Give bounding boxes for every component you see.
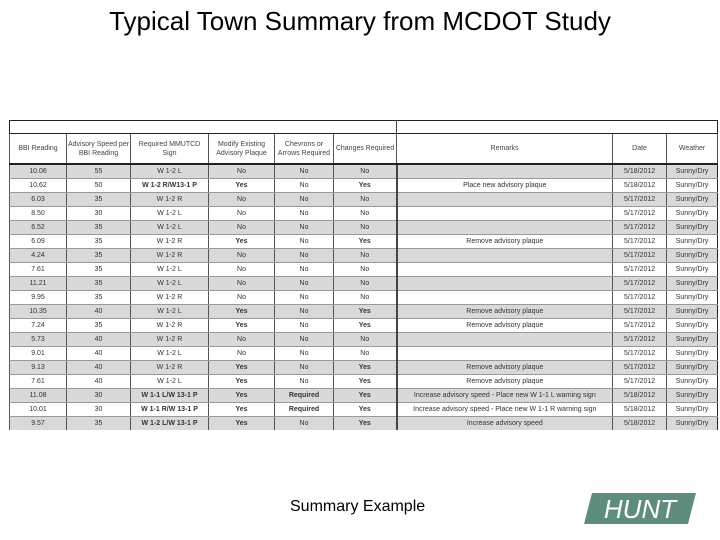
cell-bbi: 10.06 <box>10 164 67 179</box>
cell-chevrons: No <box>275 164 334 179</box>
cell-weather: Sunny/Dry <box>667 403 718 417</box>
cell-changes: No <box>334 193 397 207</box>
table-row <box>10 347 718 361</box>
cell-modify: No <box>209 249 275 263</box>
cell-remarks <box>397 347 613 361</box>
cell-speed: 40 <box>67 333 131 347</box>
cell-weather: Sunny/Dry <box>667 333 718 347</box>
cell-date: 5/17/2012 <box>613 375 667 389</box>
cell-modify: Yes <box>209 305 275 319</box>
cell-date: 5/17/2012 <box>613 263 667 277</box>
cell-weather: Sunny/Dry <box>667 164 718 179</box>
cell-remarks <box>397 291 613 305</box>
cell-changes: No <box>334 207 397 221</box>
cell-chevrons: No <box>275 347 334 361</box>
cell-chevrons: No <box>275 375 334 389</box>
cell-remarks: Remove advisory plaque <box>397 361 613 375</box>
cell-changes: No <box>334 291 397 305</box>
table-row <box>10 403 718 417</box>
cell-speed: 35 <box>67 193 131 207</box>
cell-speed: 40 <box>67 305 131 319</box>
cell-speed: 35 <box>67 291 131 305</box>
cell-speed: 35 <box>67 417 131 431</box>
cell-sign: W 1-1 L/W 13-1 P <box>131 389 209 403</box>
cell-modify: No <box>209 164 275 179</box>
cell-sign: W 1-2 L <box>131 263 209 277</box>
cell-date: 5/17/2012 <box>613 193 667 207</box>
cell-changes: Yes <box>334 361 397 375</box>
cell-modify: Yes <box>209 235 275 249</box>
cell-bbi: 9.01 <box>10 347 67 361</box>
cell-speed: 35 <box>67 235 131 249</box>
cell-modify: Yes <box>209 417 275 431</box>
slide-title: Typical Town Summary from MCDOT Study <box>109 6 611 36</box>
cell-bbi: 11.08 <box>10 389 67 403</box>
cell-chevrons: Required <box>275 403 334 417</box>
cell-chevrons: No <box>275 221 334 235</box>
cell-remarks: Increase advisory speed - Place new W 1-1 R warning sign <box>397 403 613 417</box>
cell-date: 5/18/2012 <box>613 179 667 193</box>
logo-text: HUNT <box>603 494 677 524</box>
cell-weather: Sunny/Dry <box>667 207 718 221</box>
cell-remarks <box>397 207 613 221</box>
cell-weather: Sunny/Dry <box>667 417 718 431</box>
table-header-row <box>10 134 718 165</box>
table-row <box>10 417 718 431</box>
col-header-speed: Advisory Speed per BBI Reading <box>67 134 131 165</box>
cell-weather: Sunny/Dry <box>667 319 718 333</box>
cell-modify: No <box>209 207 275 221</box>
cell-speed: 35 <box>67 319 131 333</box>
cell-date: 5/17/2012 <box>613 361 667 375</box>
table-row <box>10 249 718 263</box>
cell-sign: W 1-1 R/W 13-1 P <box>131 403 209 417</box>
cell-bbi: 8.50 <box>10 207 67 221</box>
cell-sign: W 1-2 L <box>131 375 209 389</box>
cell-date: 5/17/2012 <box>613 333 667 347</box>
cell-sign: W 1-2 R <box>131 291 209 305</box>
cell-changes: Yes <box>334 319 397 333</box>
cell-speed: 30 <box>67 403 131 417</box>
cell-bbi: 6.09 <box>10 235 67 249</box>
cell-sign: W 1-2 R <box>131 319 209 333</box>
cell-chevrons: No <box>275 193 334 207</box>
cell-changes: No <box>334 333 397 347</box>
table-row <box>10 193 718 207</box>
col-header-bbi: BBI Reading <box>10 134 67 165</box>
cell-changes: Yes <box>334 417 397 431</box>
hunt-logo <box>584 493 696 524</box>
cell-date: 5/18/2012 <box>613 389 667 403</box>
cell-sign: W 1-2 L/W 13-1 P <box>131 417 209 431</box>
cell-speed: 50 <box>67 179 131 193</box>
cell-speed: 40 <box>67 361 131 375</box>
cell-modify: No <box>209 333 275 347</box>
cell-bbi: 7.24 <box>10 319 67 333</box>
cell-modify: Yes <box>209 361 275 375</box>
cell-changes: No <box>334 277 397 291</box>
cell-remarks <box>397 263 613 277</box>
cell-date: 5/17/2012 <box>613 235 667 249</box>
cell-weather: Sunny/Dry <box>667 277 718 291</box>
slide-caption: Summary Example <box>290 498 426 515</box>
cell-modify: No <box>209 347 275 361</box>
cell-speed: 35 <box>67 221 131 235</box>
cell-bbi: 10.62 <box>10 179 67 193</box>
cell-remarks: Remove advisory plaque <box>397 375 613 389</box>
cell-changes: No <box>334 249 397 263</box>
table-row <box>10 235 718 249</box>
table-row <box>10 305 718 319</box>
cell-chevrons: No <box>275 277 334 291</box>
cell-chevrons: No <box>275 291 334 305</box>
col-header-sign: Required MMUTCD Sign <box>131 134 209 165</box>
cell-sign: W 1-2 R <box>131 333 209 347</box>
cell-changes: No <box>334 263 397 277</box>
cell-remarks: Remove advisory plaque <box>397 235 613 249</box>
cell-chevrons: No <box>275 361 334 375</box>
cell-modify: No <box>209 263 275 277</box>
cell-sign: W 1-2 R <box>131 249 209 263</box>
table-row <box>10 333 718 347</box>
cell-changes: Yes <box>334 235 397 249</box>
cell-speed: 55 <box>67 164 131 179</box>
cell-chevrons: No <box>275 305 334 319</box>
cell-modify: No <box>209 277 275 291</box>
cell-speed: 35 <box>67 277 131 291</box>
cell-speed: 40 <box>67 347 131 361</box>
cell-date: 5/18/2012 <box>613 403 667 417</box>
cell-chevrons: No <box>275 179 334 193</box>
cell-remarks <box>397 193 613 207</box>
cell-date: 5/17/2012 <box>613 305 667 319</box>
cell-remarks: Remove advisory plaque <box>397 305 613 319</box>
cell-weather: Sunny/Dry <box>667 305 718 319</box>
cell-date: 5/18/2012 <box>613 164 667 179</box>
cell-date: 5/17/2012 <box>613 221 667 235</box>
cell-bbi: 7.61 <box>10 375 67 389</box>
cell-changes: No <box>334 221 397 235</box>
cell-weather: Sunny/Dry <box>667 361 718 375</box>
cell-chevrons: No <box>275 263 334 277</box>
table-row <box>10 389 718 403</box>
cell-sign: W 1-2 L <box>131 221 209 235</box>
cell-remarks <box>397 164 613 179</box>
cell-sign: W 1-2 R <box>131 193 209 207</box>
cell-changes: Yes <box>334 305 397 319</box>
table-row <box>10 319 718 333</box>
table-top-band <box>10 121 718 134</box>
cell-weather: Sunny/Dry <box>667 221 718 235</box>
cell-bbi: 11.21 <box>10 277 67 291</box>
cell-remarks <box>397 277 613 291</box>
cell-sign: W 1-2 R <box>131 361 209 375</box>
table-row <box>10 277 718 291</box>
cell-changes: Yes <box>334 179 397 193</box>
cell-weather: Sunny/Dry <box>667 263 718 277</box>
cell-sign: W 1-2 L <box>131 207 209 221</box>
col-header-changes: Changes Required <box>334 134 397 165</box>
table-row <box>10 375 718 389</box>
col-header-weather: Weather <box>667 134 718 165</box>
summary-table-container <box>9 120 717 430</box>
summary-table <box>9 120 718 430</box>
cell-date: 5/17/2012 <box>613 207 667 221</box>
cell-remarks: Place new advisory plaque <box>397 179 613 193</box>
cell-sign: W 1-2 L <box>131 277 209 291</box>
cell-weather: Sunny/Dry <box>667 347 718 361</box>
cell-modify: No <box>209 291 275 305</box>
table-row <box>10 164 718 179</box>
cell-weather: Sunny/Dry <box>667 179 718 193</box>
cell-modify: Yes <box>209 319 275 333</box>
col-header-date: Date <box>613 134 667 165</box>
cell-changes: Yes <box>334 375 397 389</box>
cell-weather: Sunny/Dry <box>667 249 718 263</box>
cell-changes: No <box>334 164 397 179</box>
cell-modify: No <box>209 221 275 235</box>
cell-remarks: Increase advisory speed - Place new W 1-1 L warning sign <box>397 389 613 403</box>
cell-modify: Yes <box>209 375 275 389</box>
cell-date: 5/17/2012 <box>613 347 667 361</box>
cell-date: 5/17/2012 <box>613 319 667 333</box>
cell-bbi: 5.73 <box>10 333 67 347</box>
cell-weather: Sunny/Dry <box>667 235 718 249</box>
cell-chevrons: No <box>275 249 334 263</box>
cell-remarks: Increase advisory speed <box>397 417 613 431</box>
cell-bbi: 10.01 <box>10 403 67 417</box>
cell-bbi: 9.57 <box>10 417 67 431</box>
cell-weather: Sunny/Dry <box>667 291 718 305</box>
cell-bbi: 6.03 <box>10 193 67 207</box>
table-row <box>10 221 718 235</box>
cell-chevrons: No <box>275 417 334 431</box>
cell-bbi: 6.52 <box>10 221 67 235</box>
cell-bbi: 9.95 <box>10 291 67 305</box>
cell-sign: W 1-2 R <box>131 235 209 249</box>
cell-sign: W 1-2 L <box>131 305 209 319</box>
cell-changes: No <box>334 347 397 361</box>
cell-sign: W 1-2 R/W13-1 P <box>131 179 209 193</box>
cell-bbi: 4.24 <box>10 249 67 263</box>
table-row <box>10 361 718 375</box>
col-header-chevrons: Chevrons or Arrows Required <box>275 134 334 165</box>
cell-remarks: Remove advisory plaque <box>397 319 613 333</box>
cell-weather: Sunny/Dry <box>667 193 718 207</box>
cell-date: 5/18/2012 <box>613 417 667 431</box>
col-header-remarks: Remarks <box>397 134 613 165</box>
cell-speed: 35 <box>67 249 131 263</box>
cell-sign: W 1-2 L <box>131 164 209 179</box>
cell-speed: 40 <box>67 375 131 389</box>
cell-speed: 30 <box>67 389 131 403</box>
cell-modify: Yes <box>209 179 275 193</box>
cell-remarks <box>397 221 613 235</box>
cell-modify: Yes <box>209 403 275 417</box>
table-row <box>10 207 718 221</box>
cell-changes: Yes <box>334 389 397 403</box>
cell-changes: Yes <box>334 403 397 417</box>
cell-date: 5/17/2012 <box>613 249 667 263</box>
cell-chevrons: No <box>275 235 334 249</box>
cell-date: 5/17/2012 <box>613 277 667 291</box>
table-row <box>10 263 718 277</box>
cell-date: 5/17/2012 <box>613 291 667 305</box>
cell-chevrons: No <box>275 333 334 347</box>
table-row <box>10 291 718 305</box>
cell-chevrons: No <box>275 207 334 221</box>
cell-weather: Sunny/Dry <box>667 375 718 389</box>
cell-bbi: 7.61 <box>10 263 67 277</box>
cell-modify: Yes <box>209 389 275 403</box>
table-row <box>10 179 718 193</box>
cell-speed: 30 <box>67 207 131 221</box>
cell-weather: Sunny/Dry <box>667 389 718 403</box>
cell-chevrons: Required <box>275 389 334 403</box>
cell-modify: No <box>209 193 275 207</box>
table-body <box>10 164 718 430</box>
cell-speed: 35 <box>67 263 131 277</box>
cell-sign: W 1-2 L <box>131 347 209 361</box>
cell-chevrons: No <box>275 319 334 333</box>
cell-remarks <box>397 249 613 263</box>
cell-bbi: 9.13 <box>10 361 67 375</box>
cell-bbi: 10.35 <box>10 305 67 319</box>
col-header-modify: Modify Existing Advisory Plaque <box>209 134 275 165</box>
cell-remarks <box>397 333 613 347</box>
